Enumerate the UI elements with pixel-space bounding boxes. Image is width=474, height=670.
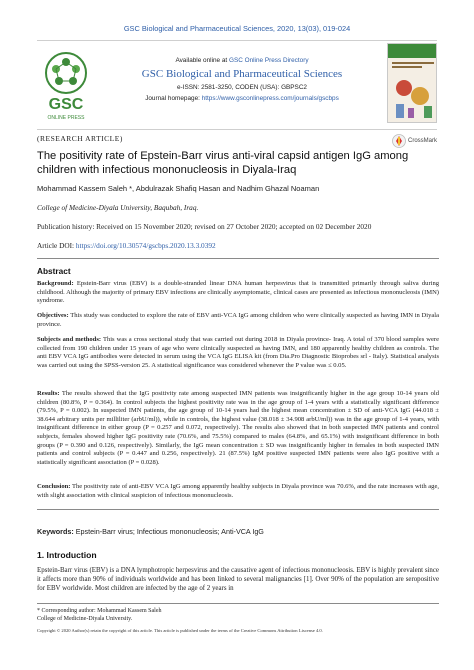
journal-name: GSC Biological and Pharmaceutical Sciences [141,68,343,80]
keywords-label: Keywords: [37,527,74,536]
abstract-objectives [37,312,439,329]
abstract-results [37,390,439,467]
footnote-line-2: College of Medicine-Diyala University. [37,616,133,622]
directory-link[interactable]: GSC Online Press Directory [228,57,309,64]
availability-prefix: Available online at [175,57,229,64]
abstract-heading: Abstract [37,266,71,276]
article-title: The positivity rate of Epstein-Barr virus anti-viral capsid antigen IgG among children with infectious mononucleosis in Diyala-Iraq [37,150,409,176]
background-label: Background: [37,280,74,287]
doi-prefix: Article DOI: [37,241,76,250]
corresponding-author-footnote [37,603,439,623]
issn-line: e-ISSN: 2581-3250, CODEN (USA): GBPSC2 [177,84,307,91]
article-doi [37,241,216,250]
abstract-methods [37,336,439,370]
homepage-link[interactable]: https://www.gsconlinepress.com/journals/gscbps [201,95,339,102]
crossmark-icon [392,134,406,148]
homepage-line [107,95,377,102]
logo-subtext: ONLINE PRESS [47,115,85,121]
objectives-text: This study was conducted to explore the rate of EBV anti-VCA IgG among children who were clinically suspected as having IMN in Diyala province. [37,312,439,328]
affiliation: College of Medicine-Diyala University, Baqubah, Iraq. [37,203,199,212]
author-list: Mohammad Kassem Saleh *, Abdulrazak Shafiq Hasan and Nadhim Ghazal Noaman [37,184,320,193]
footnote-line-1: * Corresponding author: Mohammad Kassem Saleh [37,608,162,614]
results-text: The results showed that the IgG positivity rate among suspected IMN patients was insignificantly higher in the age group 10-14 years old children (80.8%, P = 0.364). In control subjects the highest positivity rate was in the age group of 1-4 years with a statistically significant difference (79.5%, P = 0.002). In suspected IMN patients, the age group of 10-14 years had the highest mean concentration ± SD of anti-VCA IgG (44.018 ± 38.644 arbitrary units per milliliter (arbU/ml)), while in controls, the highest value (38.018 ± 34.908 arbU/ml)) was in the age group of 1-4 years, with insignificant difference in either group (P = 0.257 and 0.072, respectively). The results also showed that in both suspected IMN patients and control subjects, females showed higher IgG positivity rate (70.6%, and 75.5%) compared to males (64.8%, and 65.1%) with insignificant difference in both groups (P = 0.390 and 0.126, respectively). Similarly, the IgG mean concentration ± SD was insignificantly higher in females in both suspected IMN patients and control subjects (P = 0.447 and 0.256, respectively). 21 (87.5%) IgM positive suspected IMN patients were also IgG positive with a statistically significant association (P = 0.028). [37,390,439,466]
results-label: Results: [37,390,60,397]
journal-cover-thumbnail [387,43,437,123]
abstract-background [37,280,439,306]
methods-label: Subjects and methods: [37,336,102,343]
methods-text: This was a cross sectional study that was carried out during 2018 in Diyala province- Iraq. A total of 370 blood samples were collected from 190 children under 15 years of age who were clinically suspected as having IMN, and 180 apparently healthy children as controls. The anti EBV VCA IgG antibodies were detected in serum using the VCA IgG ELISA kit (from Dia.Pro Diagnostic Bioprobes srl - Italy). Statistical analysis was carried out using the SPSS-version 25. A statistical significance was considered whenever the P value was ≤ 0.05. [37,336,439,369]
article-type: (RESEARCH ARTICLE) [37,134,123,143]
crossmark-badge[interactable] [392,130,442,152]
background-text: Epstein-Barr virus (EBV) is a double-stranded linear DNA human herpesvirus that is transmitted primarily through saliva during childhood. Although the majority of primary EBV infections are clinically asymptomatic, clinical cases are presented as infectious mononucleosis (IMN) syndrome. [37,280,439,305]
homepage-prefix: Journal homepage: [145,95,202,102]
publication-history: Publication history: Received on 15 November 2020; revised on 27 October 2020; accepted on 02 December 2020 [37,222,372,231]
abstract-conclusion [37,483,439,500]
introduction-heading: 1. Introduction [37,550,97,560]
keywords-line [37,527,264,536]
journal-masthead [37,40,437,130]
gsc-logo [37,49,95,125]
crossmark-label: CrossMark [408,137,438,144]
conclusion-text: The positivity rate of anti-EBV VCA IgG among apparently healthy subjects in Diyala province was 70.6%, and the rate increases with age, with slight association with clinical suspicion of infectious mononucleosis. [37,483,439,499]
objectives-label: Objectives: [37,312,69,319]
masthead-text [107,57,377,102]
running-head: GSC Biological and Pharmaceutical Sciences, 2020, 13(03), 019-024 [123,24,351,33]
logo-text: GSC [48,96,84,113]
doi-link[interactable]: https://doi.org/10.30574/gscbps.2020.13.3.0392 [75,241,216,250]
abstract-section [37,258,439,510]
conclusion-label: Conclusion: [37,483,71,490]
copyright-notice: Copyright © 2020 Author(s) retain the copyright of this article. This article is published under the terms of the Creative Commons Attribution Liscense 4.0. [37,628,323,633]
introduction-text: Epstein-Barr virus (EBV) is a DNA lymphotropic herpesvirus and the causative agent of infectious mononucleosis. EBV is highly prevalent since it affects more than 90% of individuals worldwide and has been linked to several malignancies [1]. Over 90% of the population are seropositive for EBV worldwide. Most children are infected by the age of 2 years in [37,567,439,593]
keywords-text: Epstein-Barr virus; Infectious mononucleosis; Anti-VCA IgG [73,527,264,536]
availability-line [107,57,377,64]
